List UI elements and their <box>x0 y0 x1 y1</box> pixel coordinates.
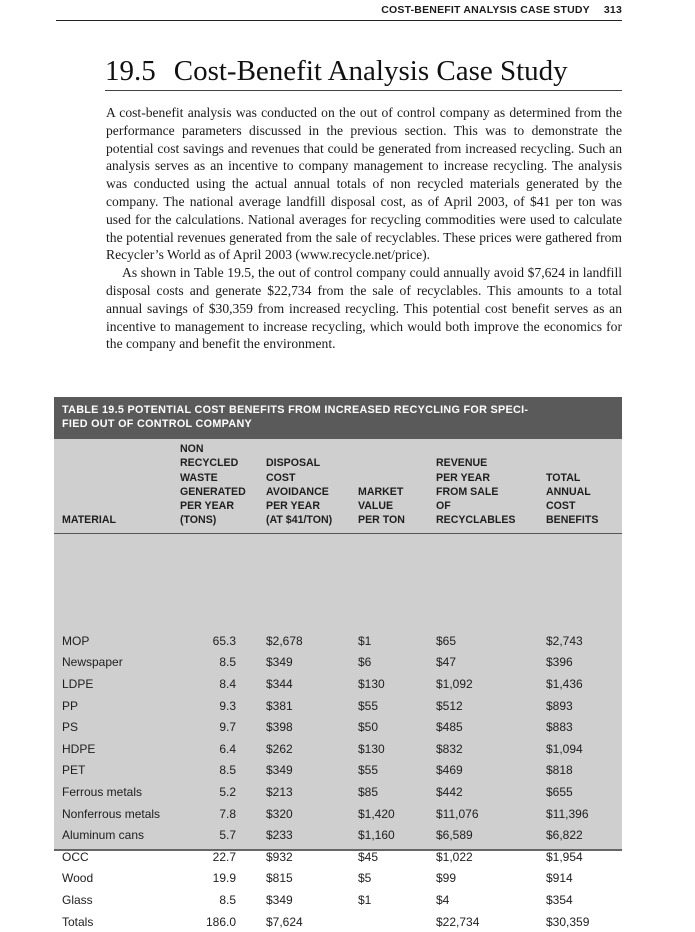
cell-market: $6 <box>358 655 372 670</box>
header-market: MARKET VALUE PER TON <box>358 485 405 527</box>
cell-total: $1,954 <box>546 849 583 864</box>
cell-material: PET <box>62 763 86 778</box>
cell-waste: 5.2 <box>219 784 236 799</box>
table-row <box>54 803 622 825</box>
cell-revenue: $442 <box>436 784 463 799</box>
body-text <box>106 104 622 353</box>
cell-disposal: $398 <box>266 720 293 735</box>
cell-market <box>358 911 436 932</box>
section-title <box>105 54 622 91</box>
cell-disposal: $2,678 <box>266 633 303 648</box>
header-waste: NON RECYCLED WASTE GENERATED PER YEAR (TONS) <box>180 443 246 527</box>
cell-total: $1,436 <box>546 676 583 691</box>
table-row <box>54 781 622 803</box>
cell-waste: 9.3 <box>219 698 236 713</box>
table-caption-line-2: FIED OUT OF CONTROL COMPANY <box>62 418 253 430</box>
cell-material: OCC <box>62 849 89 864</box>
cell-disposal: $815 <box>266 871 293 886</box>
cell-revenue: $485 <box>436 720 463 735</box>
header-revenue: REVENUE PER YEAR FROM SALE OF RECYCLABLES <box>436 457 516 527</box>
cell-revenue: $1,092 <box>436 676 473 691</box>
cell-total: $818 <box>546 763 573 778</box>
cell-market: $1,420 <box>358 806 395 821</box>
cell-market: $45 <box>358 849 379 864</box>
cell-material: PS <box>62 720 79 735</box>
cell-waste: 19.9 <box>212 871 236 886</box>
cell-material: LDPE <box>62 676 94 691</box>
page-number: 313 <box>603 4 622 16</box>
cell-material: Glass <box>62 892 93 907</box>
cell-total: $914 <box>546 871 573 886</box>
table-row <box>54 846 622 868</box>
table-row <box>54 868 622 890</box>
cell-material: PP <box>62 698 79 713</box>
cell-revenue: $469 <box>436 763 463 778</box>
table-row <box>54 627 622 652</box>
cell-total: $655 <box>546 784 573 799</box>
cell-total: $6,822 <box>546 828 583 843</box>
cell-revenue: $11,076 <box>436 806 479 821</box>
cell-revenue: $6,589 <box>436 828 473 843</box>
cell-disposal: $344 <box>266 676 293 691</box>
cell-market: $1 <box>358 892 372 907</box>
cell-waste: 8.4 <box>219 676 236 691</box>
cell-market: $55 <box>358 763 379 778</box>
cell-material: MOP <box>62 633 90 648</box>
cell-disposal: $262 <box>266 741 293 756</box>
cell-total: $396 <box>546 655 573 670</box>
cell-market: $130 <box>358 676 385 691</box>
cell-total: $883 <box>546 720 573 735</box>
cost-benefit-table <box>54 439 622 932</box>
cell-revenue: $65 <box>436 633 457 648</box>
table-row <box>54 911 622 932</box>
running-head-title: COST-BENEFIT ANALYSIS CASE STUDY <box>381 4 590 16</box>
table-row <box>54 824 622 846</box>
cell-disposal: $349 <box>266 655 293 670</box>
cell-waste: 186.0 <box>205 914 236 929</box>
cell-waste: 8.5 <box>219 763 236 778</box>
cell-market: $55 <box>358 698 379 713</box>
table-19-5 <box>54 397 622 929</box>
cell-total: $30,359 <box>546 914 590 929</box>
cell-revenue: $1,022 <box>436 849 473 864</box>
cell-market: $85 <box>358 784 379 799</box>
cell-revenue: $47 <box>436 655 457 670</box>
table-row <box>54 673 622 695</box>
cell-waste: 6.4 <box>219 741 236 756</box>
header-disposal: DISPOSAL COST AVOIDANCE PER YEAR (AT $41/TON) <box>266 457 333 527</box>
table-row <box>54 716 622 738</box>
cell-disposal: $349 <box>266 892 293 907</box>
cell-disposal: $213 <box>266 784 293 799</box>
paragraph-1: A cost-benefit analysis was conducted on the out of control company as determined from the performance parameters discussed in the previous section. This was to demonstrate the potential cost savings and revenues that could be generated from increased recycling. Such an analysis serves as an incentive to company management to increase recycling. The analysis was conducted using the actual annual totals of non recycled materials generated by the company. The national average landfill disposal cost, as of April 2003, of $41 per ton was used for the calculations. National averages for recycling commodities were used to calculate the potential revenues generated from the sale of recyclables. These prices were gathered from Recycler’s World as of April 2003 (www.recycle.net/price). <box>106 105 622 263</box>
cell-disposal: $381 <box>266 698 293 713</box>
table-caption-line-1: TABLE 19.5 POTENTIAL COST BENEFITS FROM INCREASED RECYCLING FOR SPECI- <box>62 404 529 416</box>
cell-total: $2,743 <box>546 633 583 648</box>
cell-revenue: $4 <box>436 892 450 907</box>
cell-waste: 8.5 <box>219 655 236 670</box>
cell-material: Aluminum cans <box>62 828 145 843</box>
cell-total: $1,094 <box>546 741 583 756</box>
cell-disposal: $233 <box>266 828 293 843</box>
cell-market: $130 <box>358 741 385 756</box>
cell-revenue: $512 <box>436 698 463 713</box>
cell-material: Wood <box>62 871 94 886</box>
cell-waste: 8.5 <box>219 892 236 907</box>
table-header-row <box>54 439 622 533</box>
cell-material: Nonferrous metals <box>62 806 161 821</box>
table-caption <box>54 397 622 439</box>
cell-revenue: $99 <box>436 871 457 886</box>
cell-total: $893 <box>546 698 573 713</box>
header-total: TOTAL ANNUAL COST BENEFITS <box>546 471 599 527</box>
paragraph-2: As shown in Table 19.5, the out of control company could annually avoid $7,624 in landfill disposal costs and generate $22,734 from the sale of recyclables. This amounts to a total annual savings of $30,359 from increased recycling. This potential cost benefit serves as an incentive to management to increase recycling, which would both improve the economics for the company and benefit the environment. <box>106 265 622 352</box>
header-rule <box>54 533 622 627</box>
cell-material: Totals <box>62 914 94 929</box>
cell-waste: 7.8 <box>219 806 236 821</box>
cell-disposal: $320 <box>266 806 293 821</box>
cell-material: Ferrous metals <box>62 784 143 799</box>
cell-disposal: $932 <box>266 849 293 864</box>
cell-disposal: $349 <box>266 763 293 778</box>
cell-market: $1,160 <box>358 828 395 843</box>
section-heading: Cost-Benefit Analysis Case Study <box>173 55 568 87</box>
table-row <box>54 695 622 717</box>
cell-waste: 9.7 <box>219 720 236 735</box>
cell-market: $1 <box>358 633 372 648</box>
cell-material: Newspaper <box>62 655 123 670</box>
running-head <box>56 4 622 21</box>
table-body <box>54 627 622 932</box>
cell-waste: 22.7 <box>212 849 236 864</box>
cell-waste: 65.3 <box>212 633 236 648</box>
cell-total: $11,396 <box>546 806 589 821</box>
cell-revenue: $832 <box>436 741 463 756</box>
cell-total: $354 <box>546 892 573 907</box>
header-material: MATERIAL <box>62 514 116 527</box>
cell-revenue: $22,734 <box>436 914 480 929</box>
cell-market: $5 <box>358 871 372 886</box>
cell-waste: 5.7 <box>219 828 236 843</box>
cell-disposal: $7,624 <box>266 914 303 929</box>
cell-market: $50 <box>358 720 379 735</box>
table-row <box>54 738 622 760</box>
table-row <box>54 760 622 782</box>
section-number: 19.5 <box>105 55 156 87</box>
table-row <box>54 652 622 674</box>
cell-material: HDPE <box>62 741 96 756</box>
